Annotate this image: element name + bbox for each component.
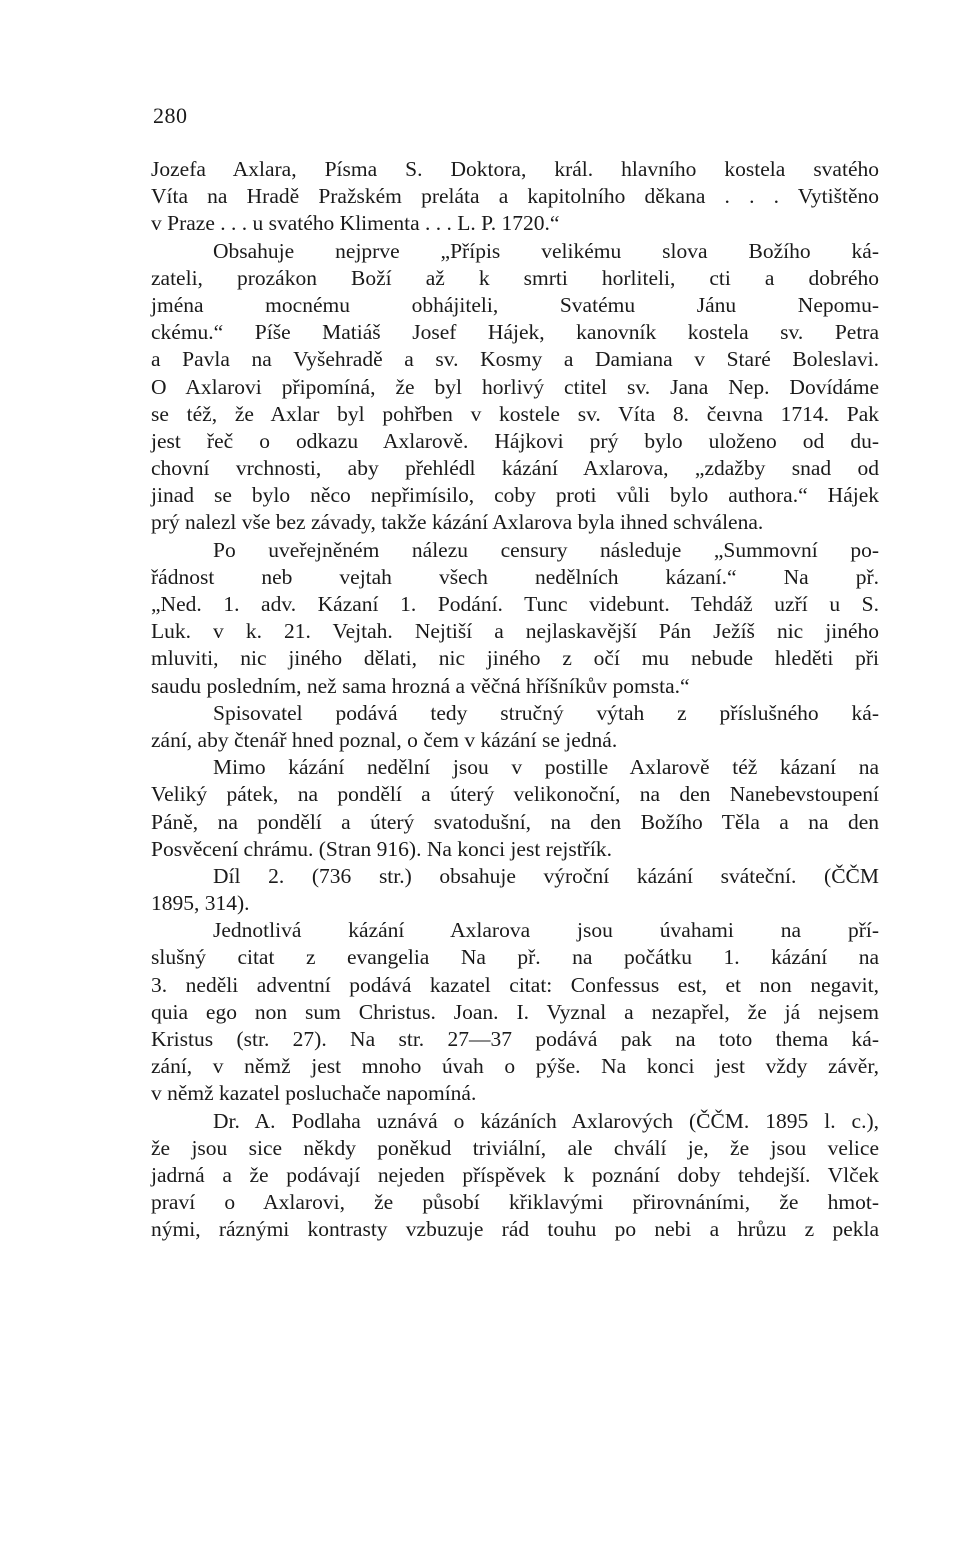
text-line: že jsou sice někdy poněkud triviální, ale chválí je, že jsou velice (151, 1135, 879, 1160)
body-text (151, 156, 879, 1244)
text-line: 1895, 314). (151, 891, 250, 916)
text-line: řádnost neb vejtah všech nedělních kázaní.“ Na př. (151, 564, 879, 589)
text-line: Spisovatel podává tedy stručný výtah z příslušného ká- (213, 700, 879, 725)
text-line: Jednotlivá kázání Axlarova jsou úvahami na pří- (213, 918, 879, 943)
text-line: Posvěcení chrámu. (Stran 916). Na konci jest rejstřík. (151, 836, 612, 861)
text-line: mluviti, nic jiného dělati, nic jiného z očí mu nebude hleděti při (151, 646, 879, 671)
text-line: saudu posledním, než sama hrozná a věčná hříšníkův pomsta.“ (151, 673, 690, 698)
text-line: Mimo kázání nedělní jsou v postille Axlarově též kázaní na (213, 755, 879, 780)
text-line: slušný citat z evangelia Na př. na počátku 1. kázání na (151, 945, 879, 970)
text-line: jadrná a že podávají nejeden příspěvek k poznání doby tehdejší. Vlček (151, 1162, 879, 1187)
text-line: Veliký pátek, na pondělí a úterý velikonoční, na den Nanebevstoupení (151, 782, 879, 807)
text-line: a Pavla na Vyšehradě a sv. Kosmy a Damiana v Staré Boleslavi. (151, 347, 879, 372)
text-line: zání, v němž jest mnoho úvah o pýše. Na konci jest vždy závěr, (151, 1054, 879, 1079)
text-line: Kristus (str. 27). Na str. 27—37 podává pak na toto thema ká- (151, 1027, 879, 1051)
text-line: chovní vrchnosti, aby přehlédl kázání Axlarova, „zdažby snad od (151, 456, 879, 481)
text-line: nými, ráznými kontrasty vzbuzuje rád touhu po nebi a hrůzu z pekla (151, 1217, 879, 1242)
text-line: jest řeč o odkazu Axlarově. Hájkovi prý bylo uloženo od du- (151, 428, 879, 453)
text-line: v Praze . . . u svatého Klimenta . . . L. P. 1720.“ (151, 211, 560, 236)
text-line: Po uveřejněném nálezu censury následuje „Summovní po- (213, 537, 879, 562)
text-line: Páně, na pondělí a úterý svatodušní, na den Božího Těla a na den (151, 809, 879, 834)
text-line: Obsahuje nejprve „Přípis velikému slova Božího ká- (213, 238, 879, 263)
text-line: Jozefa Axlara, Písma S. Doktora, král. hlavního kostela svatého (151, 157, 879, 181)
text-line: Díl 2. (736 str.) obsahuje výroční kázání sváteční. (ČČM (213, 863, 879, 888)
text-line: jinad se bylo něco nepřimísilo, coby proti vůli bylo authora.“ Hájek (151, 483, 879, 508)
text-line: praví o Axlarovi, že působí křiklavými přirovnáními, že hmot- (151, 1190, 879, 1215)
text-line: ckému.“ Píše Matiáš Josef Hájek, kanovník kostela sv. Petra (151, 320, 879, 345)
text-line: zání, aby čtenář hned poznal, o čem v kázání se jedná. (151, 727, 618, 752)
text-line: zateli, prozákon Boží až k smrti horliteli, cti a dobrého (151, 265, 879, 290)
text-line: quia ego non sum Christus. Joan. I. Vyznal a nezapřel, že já nejsem (151, 999, 879, 1024)
text-line: Dr. A. Podlaha uznává o kázáních Axlarových (ČČM. 1895 l. c.), (213, 1108, 879, 1133)
text-line: „Ned. 1. adv. Kázaní 1. Podání. Tunc videbunt. Tehdáž uzří u S. (151, 592, 879, 616)
text-line: prý nalezl vše bez závady, takže kázání Axlarova byla ihned schválena. (151, 510, 764, 535)
text-line: v němž kazatel posluchače napomíná. (151, 1081, 477, 1106)
page-number: 280 (153, 103, 188, 128)
text-line: Víta na Hradě Pražském preláta a kapitolního děkana . . . Vytištěno (151, 184, 879, 209)
text-line: 3. neděli adventní podává kazatel citat: Confessus est, et non negavit, (151, 972, 879, 997)
text-line: O Axlarovi připomíná, že byl horlivý ctitel sv. Jana Nep. Dovídáme (151, 374, 879, 399)
text-line: se též, že Axlar byl pohřben v kostele sv. Víta 8. čeıvna 1714. Pak (151, 401, 879, 426)
text-line: jména mocnému obhájiteli, Svatému Jánu Nepomu- (151, 292, 879, 317)
text-line: Luk. v k. 21. Vejtah. Nejtiší a nejlaskavější Pán Ježíš nic jiného (151, 619, 879, 644)
